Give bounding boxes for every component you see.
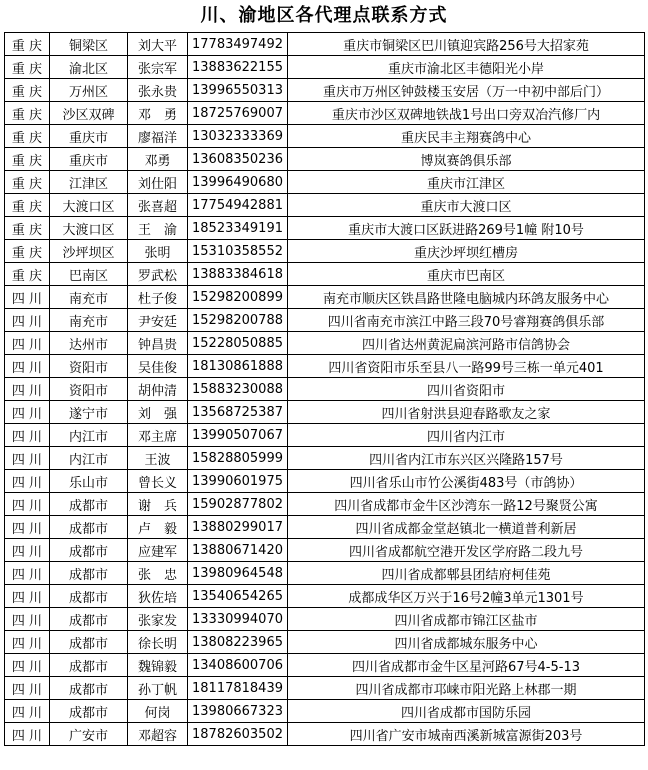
table-row xyxy=(5,470,645,493)
province-cell: 四 川 xyxy=(5,585,50,608)
province-cell: 重 庆 xyxy=(5,148,50,171)
phone-cell: 13408600706 xyxy=(188,654,288,677)
province-cell: 四 川 xyxy=(5,332,50,355)
address-cell: 重庆市铜梁区巴川镇迎宾路256号大招家苑 xyxy=(288,33,645,56)
table-row xyxy=(5,263,645,286)
province-cell: 重 庆 xyxy=(5,217,50,240)
city-cell: 成都市 xyxy=(50,493,128,516)
city-cell: 沙区双碑 xyxy=(50,102,128,125)
contact-name-cell: 钟昌贵 xyxy=(128,332,188,355)
contact-name-cell: 邓超容 xyxy=(128,723,188,746)
address-cell: 四川省内江市东兴区兴隆路157号 xyxy=(288,447,645,470)
address-cell: 四川省广安市城南西溪新城富源街203号 xyxy=(288,723,645,746)
address-cell: 四川省成都郫县团结府柯佳苑 xyxy=(288,562,645,585)
phone-cell: 15298200899 xyxy=(188,286,288,309)
contact-name-cell: 张家发 xyxy=(128,608,188,631)
contact-name-cell: 张永贵 xyxy=(128,79,188,102)
contact-name-cell: 邓主席 xyxy=(128,424,188,447)
province-cell: 重 庆 xyxy=(5,194,50,217)
table-row xyxy=(5,516,645,539)
province-cell: 四 川 xyxy=(5,447,50,470)
phone-cell: 13330994070 xyxy=(188,608,288,631)
phone-cell: 13996550313 xyxy=(188,79,288,102)
phone-cell: 13980964548 xyxy=(188,562,288,585)
city-cell: 巴南区 xyxy=(50,263,128,286)
province-cell: 四 川 xyxy=(5,424,50,447)
address-cell: 重庆民丰主翔赛鸽中心 xyxy=(288,125,645,148)
province-cell: 四 川 xyxy=(5,470,50,493)
city-cell: 成都市 xyxy=(50,539,128,562)
phone-cell: 13032333369 xyxy=(188,125,288,148)
table-row xyxy=(5,608,645,631)
contact-name-cell: 罗武松 xyxy=(128,263,188,286)
address-cell: 四川省成都航空港开发区学府路二段九号 xyxy=(288,539,645,562)
city-cell: 大渡口区 xyxy=(50,194,128,217)
city-cell: 资阳市 xyxy=(50,355,128,378)
contact-name-cell: 邓 勇 xyxy=(128,102,188,125)
table-row xyxy=(5,677,645,700)
address-cell: 四川省资阳市 xyxy=(288,378,645,401)
table-row xyxy=(5,286,645,309)
contact-name-cell: 魏锦毅 xyxy=(128,654,188,677)
phone-cell: 17754942881 xyxy=(188,194,288,217)
contact-name-cell: 何岗 xyxy=(128,700,188,723)
province-cell: 四 川 xyxy=(5,631,50,654)
table-row xyxy=(5,56,645,79)
contact-name-cell: 张喜超 xyxy=(128,194,188,217)
address-cell: 四川省成都市金牛区星河路67号4-5-13 xyxy=(288,654,645,677)
address-cell: 重庆市沙区双碑地铁战1号出口旁双冶汽修厂内 xyxy=(288,102,645,125)
phone-cell: 15902877802 xyxy=(188,493,288,516)
address-cell: 成都成华区万兴于16号2幢3单元1301号 xyxy=(288,585,645,608)
table-row xyxy=(5,332,645,355)
phone-cell: 13608350236 xyxy=(188,148,288,171)
address-cell: 南充市顺庆区铁昌路世隆电脑城内环鸽友服务中心 xyxy=(288,286,645,309)
province-cell: 重 庆 xyxy=(5,240,50,263)
contact-name-cell: 曾长义 xyxy=(128,470,188,493)
address-cell: 四川省乐山市竹公溪街483号（市鸽协） xyxy=(288,470,645,493)
city-cell: 万州区 xyxy=(50,79,128,102)
province-cell: 四 川 xyxy=(5,378,50,401)
contact-name-cell: 孙丁帆 xyxy=(128,677,188,700)
phone-cell: 13990507067 xyxy=(188,424,288,447)
city-cell: 资阳市 xyxy=(50,378,128,401)
city-cell: 成都市 xyxy=(50,700,128,723)
contacts-table xyxy=(4,32,645,746)
table-row xyxy=(5,585,645,608)
table-row xyxy=(5,125,645,148)
phone-cell: 18725769007 xyxy=(188,102,288,125)
table-row xyxy=(5,631,645,654)
contact-name-cell: 胡仲清 xyxy=(128,378,188,401)
city-cell: 南充市 xyxy=(50,286,128,309)
address-cell: 四川省成都金堂赵镇北一横道普利新居 xyxy=(288,516,645,539)
table-row xyxy=(5,33,645,56)
contact-name-cell: 狄佐培 xyxy=(128,585,188,608)
phone-cell: 13880299017 xyxy=(188,516,288,539)
phone-cell: 13883384618 xyxy=(188,263,288,286)
address-cell: 重庆市大渡口区 xyxy=(288,194,645,217)
table-row xyxy=(5,447,645,470)
table-row xyxy=(5,217,645,240)
province-cell: 四 川 xyxy=(5,309,50,332)
address-cell: 四川省射洪县迎春路歌友之家 xyxy=(288,401,645,424)
contact-name-cell: 刘 强 xyxy=(128,401,188,424)
province-cell: 重 庆 xyxy=(5,56,50,79)
province-cell: 四 川 xyxy=(5,608,50,631)
province-cell: 重 庆 xyxy=(5,33,50,56)
contact-name-cell: 应建军 xyxy=(128,539,188,562)
city-cell: 达州市 xyxy=(50,332,128,355)
province-cell: 四 川 xyxy=(5,355,50,378)
province-cell: 四 川 xyxy=(5,677,50,700)
province-cell: 重 庆 xyxy=(5,171,50,194)
province-cell: 四 川 xyxy=(5,700,50,723)
city-cell: 成都市 xyxy=(50,585,128,608)
table-row xyxy=(5,102,645,125)
table-row xyxy=(5,654,645,677)
contact-name-cell: 王 渝 xyxy=(128,217,188,240)
table-row xyxy=(5,194,645,217)
phone-cell: 13996490680 xyxy=(188,171,288,194)
address-cell: 四川省内江市 xyxy=(288,424,645,447)
contact-name-cell: 卢 毅 xyxy=(128,516,188,539)
address-cell: 四川省达州黄泥扁滨河路市信鸽协会 xyxy=(288,332,645,355)
address-cell: 博岚赛鸽俱乐部 xyxy=(288,148,645,171)
table-row xyxy=(5,355,645,378)
city-cell: 江津区 xyxy=(50,171,128,194)
contact-name-cell: 刘大平 xyxy=(128,33,188,56)
table-row xyxy=(5,723,645,746)
city-cell: 重庆市 xyxy=(50,148,128,171)
contact-name-cell: 尹安廷 xyxy=(128,309,188,332)
province-cell: 重 庆 xyxy=(5,102,50,125)
contact-name-cell: 王波 xyxy=(128,447,188,470)
phone-cell: 13808223965 xyxy=(188,631,288,654)
province-cell: 重 庆 xyxy=(5,79,50,102)
table-row xyxy=(5,148,645,171)
table-row xyxy=(5,493,645,516)
phone-cell: 15828805999 xyxy=(188,447,288,470)
phone-cell: 13980667323 xyxy=(188,700,288,723)
address-cell: 四川省成都市金牛区沙湾东一路12号聚贤公寓 xyxy=(288,493,645,516)
phone-cell: 18782603502 xyxy=(188,723,288,746)
city-cell: 沙坪坝区 xyxy=(50,240,128,263)
city-cell: 广安市 xyxy=(50,723,128,746)
phone-cell: 13880671420 xyxy=(188,539,288,562)
city-cell: 乐山市 xyxy=(50,470,128,493)
table-row xyxy=(5,378,645,401)
province-cell: 重 庆 xyxy=(5,125,50,148)
address-cell: 四川省成都城东服务中心 xyxy=(288,631,645,654)
table-row xyxy=(5,700,645,723)
city-cell: 重庆市 xyxy=(50,125,128,148)
address-cell: 重庆沙坪坝红槽房 xyxy=(288,240,645,263)
contact-name-cell: 杜子俊 xyxy=(128,286,188,309)
city-cell: 成都市 xyxy=(50,516,128,539)
address-cell: 重庆市万州区钟鼓楼玉安居（万一中初中部后门） xyxy=(288,79,645,102)
province-cell: 四 川 xyxy=(5,562,50,585)
phone-cell: 15228050885 xyxy=(188,332,288,355)
contact-name-cell: 邓勇 xyxy=(128,148,188,171)
province-cell: 四 川 xyxy=(5,401,50,424)
contact-name-cell: 张宗军 xyxy=(128,56,188,79)
contact-name-cell: 刘仕阳 xyxy=(128,171,188,194)
address-cell: 重庆市大渡口区跃进路269号1幢 附10号 xyxy=(288,217,645,240)
table-row xyxy=(5,401,645,424)
phone-cell: 13883622155 xyxy=(188,56,288,79)
phone-cell: 13990601975 xyxy=(188,470,288,493)
address-cell: 四川省南充市滨江中路三段70号睿翔赛鸽俱乐部 xyxy=(288,309,645,332)
address-cell: 四川省成都市锦江区盐市 xyxy=(288,608,645,631)
contact-name-cell: 徐长明 xyxy=(128,631,188,654)
phone-cell: 15298200788 xyxy=(188,309,288,332)
table-row xyxy=(5,539,645,562)
province-cell: 重 庆 xyxy=(5,263,50,286)
address-cell: 重庆市江津区 xyxy=(288,171,645,194)
phone-cell: 13568725387 xyxy=(188,401,288,424)
phone-cell: 17783497492 xyxy=(188,33,288,56)
phone-cell: 18130861888 xyxy=(188,355,288,378)
city-cell: 遂宁市 xyxy=(50,401,128,424)
city-cell: 南充市 xyxy=(50,309,128,332)
table-row xyxy=(5,240,645,263)
contacts-table-body xyxy=(5,33,645,746)
province-cell: 四 川 xyxy=(5,723,50,746)
phone-cell: 13540654265 xyxy=(188,585,288,608)
province-cell: 四 川 xyxy=(5,286,50,309)
city-cell: 渝北区 xyxy=(50,56,128,79)
table-row xyxy=(5,424,645,447)
address-cell: 四川省成都市邛崃市阳光路上林郡一期 xyxy=(288,677,645,700)
city-cell: 成都市 xyxy=(50,562,128,585)
province-cell: 四 川 xyxy=(5,654,50,677)
table-row xyxy=(5,562,645,585)
city-cell: 成都市 xyxy=(50,654,128,677)
city-cell: 大渡口区 xyxy=(50,217,128,240)
contact-name-cell: 吴佳俊 xyxy=(128,355,188,378)
address-cell: 重庆市巴南区 xyxy=(288,263,645,286)
city-cell: 内江市 xyxy=(50,447,128,470)
table-row xyxy=(5,171,645,194)
province-cell: 四 川 xyxy=(5,539,50,562)
phone-cell: 15883230088 xyxy=(188,378,288,401)
contact-name-cell: 谢 兵 xyxy=(128,493,188,516)
city-cell: 成都市 xyxy=(50,631,128,654)
city-cell: 内江市 xyxy=(50,424,128,447)
phone-cell: 15310358552 xyxy=(188,240,288,263)
city-cell: 成都市 xyxy=(50,677,128,700)
phone-cell: 18117818439 xyxy=(188,677,288,700)
contact-name-cell: 张明 xyxy=(128,240,188,263)
table-row xyxy=(5,309,645,332)
province-cell: 四 川 xyxy=(5,516,50,539)
phone-cell: 18523349191 xyxy=(188,217,288,240)
address-cell: 四川省成都市国防乐园 xyxy=(288,700,645,723)
contact-name-cell: 廖福洋 xyxy=(128,125,188,148)
address-cell: 四川省资阳市乐至县八一路99号三栋一单元401 xyxy=(288,355,645,378)
page-title: 川、渝地区各代理点联系方式 xyxy=(200,5,448,26)
province-cell: 四 川 xyxy=(5,493,50,516)
table-row xyxy=(5,79,645,102)
city-cell: 铜梁区 xyxy=(50,33,128,56)
address-cell: 重庆市渝北区丰德阳光小岸 xyxy=(288,56,645,79)
city-cell: 成都市 xyxy=(50,608,128,631)
contact-name-cell: 张 忠 xyxy=(128,562,188,585)
